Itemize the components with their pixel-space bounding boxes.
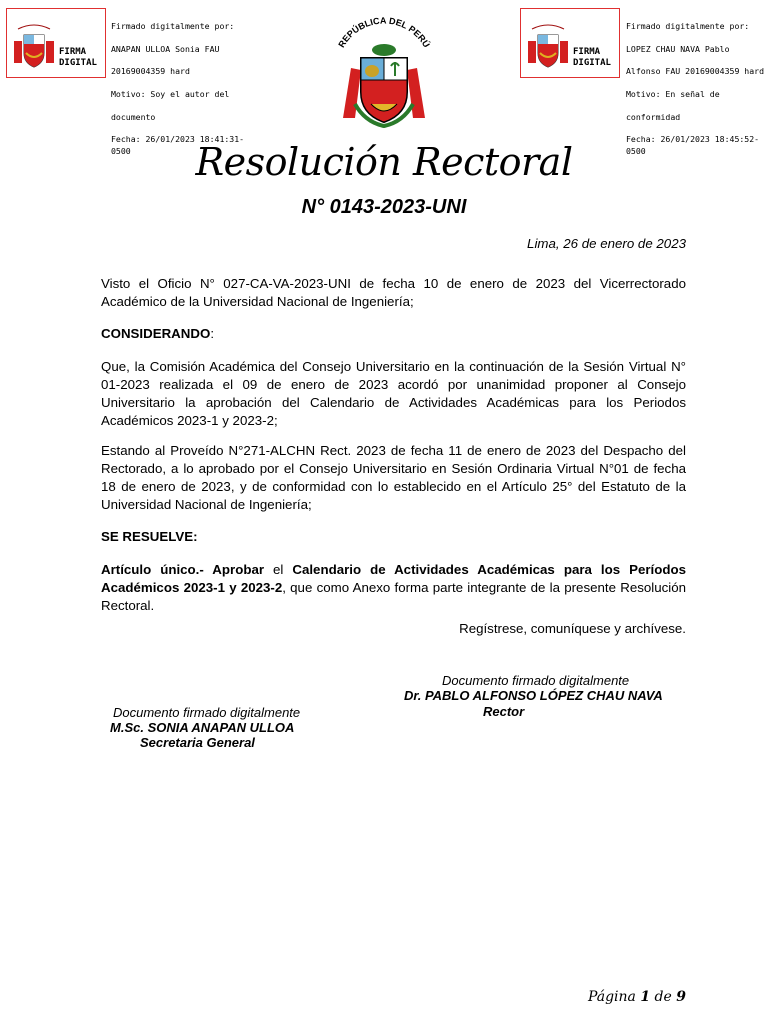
peru-shield-icon [10, 19, 58, 73]
digital-signature-badge [520, 8, 620, 78]
articulo-el: el [264, 562, 293, 577]
resolution-number: N° 0143-2023-UNI [301, 196, 467, 218]
document-title: Resolución Rectoral [195, 140, 573, 184]
considerando-colon: : [210, 326, 215, 341]
page-word: Página [587, 989, 636, 1005]
secretary-role: Secretaria General [140, 735, 255, 750]
national-coat-of-arms-seal [325, 8, 443, 130]
signature-line: Motivo: En señal de [626, 89, 720, 100]
se-resuelve-heading: SE RESUELVE: [101, 529, 198, 544]
estando-paragraph: Estando al Proveído N°271-ALCHN Rect. 2023 de fecha 11 de enero de 2023 del Despacho del Rectorado, a lo aprobado por el Consejo Universitario en Sesión Ordinaria Virtual N°01 de fecha 18 de enero de 2023, y de conformidad con lo establecido en el Artículo 25° del Estatuto de la Universidad Nacional de Ingeniería; [101, 443, 686, 512]
rector-name: Dr. PABLO ALFONSO LÓPEZ CHAU NAVA [404, 688, 663, 703]
of-word: de [654, 989, 672, 1005]
firma-digital-label: FIRMA DIGITAL [573, 47, 611, 68]
signature-line: Fecha: 26/01/2023 18:45:52-0500 [626, 134, 760, 156]
digital-signature-badge [6, 8, 106, 78]
signature-line: conformidad [626, 111, 681, 122]
considerando-label: CONSIDERANDO [101, 326, 211, 341]
total-pages: 9 [676, 989, 686, 1005]
signature-line: Firmado digitalmente por: [111, 21, 235, 32]
rector-role: Rector [483, 704, 525, 719]
document-date: Lima, 26 de enero de 2023 [527, 236, 686, 251]
signature-line: Fecha: 26/01/2023 18:41:31-0500 [111, 134, 245, 156]
articulo-lead: Artículo único.- Aprobar [101, 562, 265, 577]
signature-line: Firmado digitalmente por: [626, 21, 750, 32]
page-indicator [588, 989, 686, 1005]
seal-arc-text: REPÚBLICA DEL PERÚ [336, 15, 432, 50]
articulo-rest: , que como Anexo forma parte integrante de la presente Resolución Rectoral. [101, 580, 686, 613]
secretary-name: M.Sc. SONIA ANAPAN ULLOA [110, 720, 295, 735]
signature-line: ANAPAN ULLOA Sonia FAU [111, 43, 220, 54]
secretary-signature-note: Documento firmado digitalmente [113, 705, 301, 720]
signature-line: Alfonso FAU 20169004359 hard [626, 66, 765, 77]
signature-line: documento [111, 111, 156, 122]
signature-line: 20169004359 hard [111, 66, 190, 77]
articulo-paragraph [101, 561, 686, 615]
peru-shield-icon [524, 19, 572, 73]
rector-signature-note: Documento firmado digitalmente [442, 673, 630, 688]
signature-line: Motivo: Soy el autor del [111, 89, 230, 100]
signature-line: LOPEZ CHAU NAVA Pablo [626, 43, 730, 54]
visto-paragraph: Visto el Oficio N° 027-CA-VA-2023-UNI de fecha 10 de enero de 2023 del Vicerrectorado Académico de la Universidad Nacional de Ingeniería; [101, 276, 686, 309]
articulo-object: Calendario de Actividades Académicas para los Períodos Académicos 2023-1 y 2023-2 [101, 562, 686, 595]
firma-digital-label: FIRMA DIGITAL [59, 47, 97, 68]
considerando-heading [101, 325, 686, 343]
closing-formula: Regístrese, comuníquese y archívese. [459, 621, 686, 636]
current-page: 1 [640, 989, 651, 1005]
que-paragraph: Que, la Comisión Académica del Consejo Universitario en la continuación de la Sesión Virtual N° 01-2023 realizada el 09 de enero de 2023 acordó por unanimidad proponer al Consejo Universitario la aprobación del Calendario de Actividades Académicas para los Periodos Académicos 2023-1 y 2023-2; [101, 359, 686, 428]
